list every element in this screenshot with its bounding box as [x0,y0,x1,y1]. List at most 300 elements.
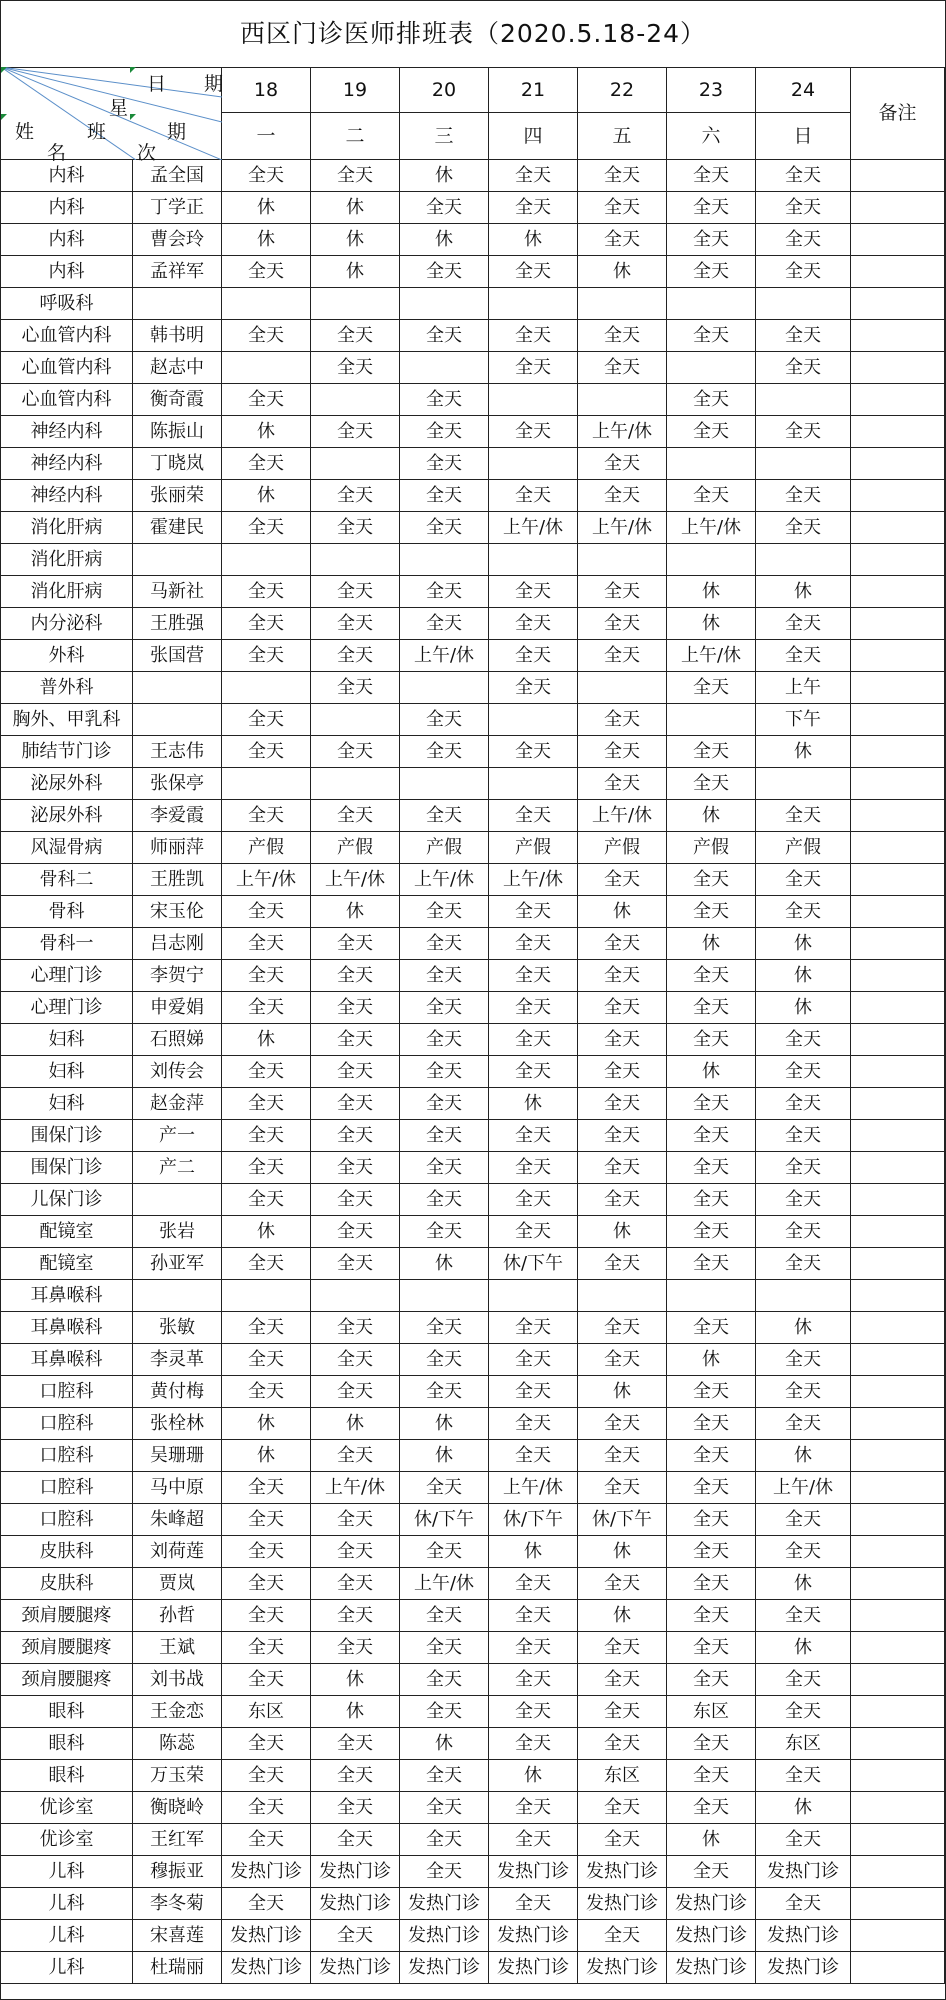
shift-cell: 全天 [667,384,756,416]
shift-cell: 全天 [400,576,489,608]
doctor-name-cell: 张保亭 [133,768,222,800]
shift-cell: 全天 [489,608,578,640]
remark-cell [851,928,945,960]
shift-cell: 发热门诊 [578,1888,667,1920]
shift-cell: 休 [489,1760,578,1792]
table-row [1,1152,945,1184]
doctor-name-cell: 申爱娟 [133,992,222,1024]
shift-cell: 全天 [400,704,489,736]
table-row [1,992,945,1024]
department-cell: 妇科 [1,1088,133,1120]
doctor-name-cell: 王斌 [133,1632,222,1664]
shift-cell: 全天 [756,1600,851,1632]
shift-cell: 全天 [578,736,667,768]
doctor-name-cell: 孟祥军 [133,256,222,288]
shift-cell: 全天 [667,1728,756,1760]
department-cell: 耳鼻喉科 [1,1344,133,1376]
remark-cell [851,384,945,416]
shift-cell: 全天 [489,640,578,672]
department-cell: 胸外、甲乳科 [1,704,133,736]
shift-cell: 全天 [667,1856,756,1888]
shift-cell: 休 [400,160,489,192]
table-row [1,1920,945,1952]
table-row [1,928,945,960]
shift-cell: 发热门诊 [667,1920,756,1952]
shift-cell: 全天 [578,1056,667,1088]
doctor-name-cell: 陈振山 [133,416,222,448]
shift-cell: 全天 [222,1632,311,1664]
shift-cell: 全天 [578,576,667,608]
shift-cell: 全天 [667,1472,756,1504]
shift-cell: 休 [489,1088,578,1120]
shift-cell: 全天 [400,1056,489,1088]
shift-cell: 全天 [756,1760,851,1792]
shift-cell: 全天 [311,1824,400,1856]
shift-cell: 全天 [756,896,851,928]
shift-cell: 上午/休 [400,864,489,896]
shift-cell: 休 [578,1216,667,1248]
table-row [1,800,945,832]
shift-cell: 全天 [578,608,667,640]
remark-cell [851,1664,945,1696]
shift-cell [400,352,489,384]
shift-cell: 全天 [667,864,756,896]
shift-cell [756,768,851,800]
shift-cell: 全天 [667,1024,756,1056]
shift-cell: 全天 [667,672,756,704]
shift-cell: 休 [756,736,851,768]
doctor-name-cell: 吴珊珊 [133,1440,222,1472]
shift-cell: 全天 [489,256,578,288]
shift-cell: 全天 [222,1376,311,1408]
department-cell: 口腔科 [1,1408,133,1440]
doctor-name-cell: 张岩 [133,1216,222,1248]
table-row [1,224,945,256]
shift-cell: 上午/休 [667,512,756,544]
shift-cell: 全天 [667,1376,756,1408]
doctor-name-cell: 石照娣 [133,1024,222,1056]
table-row [1,1440,945,1472]
table-row [1,544,945,576]
remark-cell [851,1632,945,1664]
table-row [1,480,945,512]
shift-cell: 全天 [222,800,311,832]
table-row [1,672,945,704]
shift-cell: 全天 [222,896,311,928]
shift-cell: 全天 [400,1472,489,1504]
shift-cell: 全天 [578,448,667,480]
shift-cell [489,384,578,416]
shift-cell: 休 [667,1344,756,1376]
doctor-name-cell: 产二 [133,1152,222,1184]
date-header-cell: 24 [756,67,851,113]
shift-cell: 休 [311,1408,400,1440]
doctor-name-cell: 孟全国 [133,160,222,192]
department-cell: 呼吸科 [1,288,133,320]
shift-cell: 全天 [400,1824,489,1856]
remark-cell [851,1216,945,1248]
department-cell: 骨科一 [1,928,133,960]
corner-shift-top-label: 班 [87,121,107,143]
remark-cell [851,1248,945,1280]
doctor-name-cell: 贾岚 [133,1568,222,1600]
table-row [1,512,945,544]
shift-cell: 全天 [756,480,851,512]
department-cell: 骨科 [1,896,133,928]
doctor-name-cell: 宋喜莲 [133,1920,222,1952]
table-row [1,1344,945,1376]
department-cell: 内分泌科 [1,608,133,640]
department-cell: 心血管内科 [1,320,133,352]
table-row [1,1504,945,1536]
remark-cell [851,256,945,288]
shift-cell [400,672,489,704]
shift-cell: 全天 [311,928,400,960]
shift-cell: 全天 [667,1536,756,1568]
shift-cell: 上午 [756,672,851,704]
remark-cell [851,320,945,352]
shift-cell [578,288,667,320]
table-row [1,1184,945,1216]
shift-cell: 发热门诊 [311,1856,400,1888]
doctor-name-cell: 刘传会 [133,1056,222,1088]
shift-cell [400,1280,489,1312]
shift-cell: 全天 [667,736,756,768]
doctor-name-cell: 韩书明 [133,320,222,352]
table-row [1,1696,945,1728]
shift-cell [222,544,311,576]
department-cell: 内科 [1,192,133,224]
shift-cell: 全天 [222,704,311,736]
corner-shift-bottom-label: 次 [137,142,157,164]
shift-cell: 东区 [756,1728,851,1760]
shift-cell: 休 [489,224,578,256]
remark-cell [851,864,945,896]
remark-header-label: 备注 [878,102,917,124]
doctor-name-cell: 曹会玲 [133,224,222,256]
remark-cell [851,1440,945,1472]
table-row [1,1856,945,1888]
remark-cell [851,1824,945,1856]
doctor-name-cell: 丁学正 [133,192,222,224]
department-cell: 口腔科 [1,1440,133,1472]
department-cell: 儿科 [1,1888,133,1920]
shift-cell: 全天 [578,928,667,960]
weekday-header-cell: 五 [578,113,667,160]
shift-cell: 全天 [667,1216,756,1248]
shift-cell: 发热门诊 [400,1952,489,1984]
shift-cell: 发热门诊 [667,1952,756,1984]
shift-cell: 休 [667,576,756,608]
shift-cell: 全天 [400,480,489,512]
table-row [1,832,945,864]
shift-cell: 全天 [578,1440,667,1472]
shift-cell [667,448,756,480]
shift-cell: 休/下午 [489,1248,578,1280]
shift-cell: 全天 [222,608,311,640]
department-cell: 优诊室 [1,1792,133,1824]
shift-cell: 上午/休 [489,864,578,896]
comment-marker-icon [130,114,136,120]
shift-cell [400,288,489,320]
shift-cell: 全天 [756,192,851,224]
shift-cell: 东区 [578,1760,667,1792]
shift-cell: 休 [311,192,400,224]
page-title: 西区门诊医师排班表（2020.5.18-24） [1,1,945,68]
shift-cell: 东区 [667,1696,756,1728]
shift-cell: 全天 [756,320,851,352]
corner-weekday-label: 期 [167,121,187,143]
doctor-name-cell: 李爱霞 [133,800,222,832]
shift-cell: 全天 [400,384,489,416]
shift-cell: 全天 [667,192,756,224]
department-cell: 皮肤科 [1,1568,133,1600]
shift-cell: 全天 [400,928,489,960]
shift-cell: 全天 [400,512,489,544]
shift-cell: 全天 [756,1664,851,1696]
department-cell: 消化肝病 [1,576,133,608]
department-cell: 神经内科 [1,448,133,480]
shift-cell: 全天 [578,352,667,384]
shift-cell: 全天 [400,1760,489,1792]
shift-cell: 全天 [400,1120,489,1152]
shift-cell: 全天 [222,576,311,608]
shift-cell: 全天 [222,992,311,1024]
remark-cell [851,1792,945,1824]
doctor-name-cell [133,1280,222,1312]
doctor-name-cell: 朱峰超 [133,1504,222,1536]
table-row [1,256,945,288]
doctor-name-cell [133,704,222,736]
shift-cell: 全天 [400,1312,489,1344]
shift-cell: 全天 [756,512,851,544]
shift-cell: 发热门诊 [667,1888,756,1920]
remark-cell [851,992,945,1024]
doctor-name-cell: 王红军 [133,1824,222,1856]
shift-cell: 全天 [578,1248,667,1280]
shift-cell: 全天 [311,1312,400,1344]
shift-cell: 全天 [578,1344,667,1376]
remark-cell [851,1888,945,1920]
shift-cell: 上午/休 [222,864,311,896]
doctor-name-cell: 马中原 [133,1472,222,1504]
shift-cell: 全天 [667,1248,756,1280]
shift-cell: 全天 [489,800,578,832]
shift-cell: 全天 [756,416,851,448]
doctor-name-cell: 张敏 [133,1312,222,1344]
shift-cell: 全天 [667,896,756,928]
shift-cell: 全天 [667,1792,756,1824]
department-cell: 围保门诊 [1,1120,133,1152]
shift-cell [667,288,756,320]
shift-cell: 全天 [222,1536,311,1568]
shift-cell: 休 [578,1600,667,1632]
shift-cell: 全天 [400,1024,489,1056]
shift-cell: 全天 [489,1312,578,1344]
table-row [1,640,945,672]
department-cell: 眼科 [1,1728,133,1760]
table-row [1,1056,945,1088]
table-row [1,1792,945,1824]
shift-cell: 产假 [400,832,489,864]
table-row [1,608,945,640]
shift-cell: 发热门诊 [222,1856,311,1888]
doctor-name-cell: 李贺宁 [133,960,222,992]
shift-cell [400,768,489,800]
shift-cell: 全天 [400,992,489,1024]
table-row [1,1952,945,1984]
shift-cell: 全天 [311,320,400,352]
shift-cell: 全天 [489,1792,578,1824]
table-row [1,352,945,384]
shift-cell: 上午/休 [311,1472,400,1504]
shift-cell: 休 [756,1312,851,1344]
weekday-header-cell: 四 [489,113,578,160]
shift-cell: 全天 [489,1024,578,1056]
remark-cell [851,1728,945,1760]
corner-name-bottom-label: 名 [47,142,67,164]
remark-cell [851,640,945,672]
shift-cell: 全天 [578,1792,667,1824]
shift-cell: 全天 [311,1216,400,1248]
shift-cell: 发热门诊 [756,1920,851,1952]
shift-cell: 全天 [311,800,400,832]
shift-cell: 全天 [222,1664,311,1696]
shift-cell: 全天 [222,1760,311,1792]
shift-cell: 休 [222,1408,311,1440]
shift-cell: 上午/休 [578,800,667,832]
shift-cell: 全天 [400,1600,489,1632]
shift-cell: 休 [756,1568,851,1600]
shift-cell: 全天 [311,1248,400,1280]
shift-cell: 全天 [667,224,756,256]
shift-cell: 发热门诊 [400,1920,489,1952]
shift-cell: 东区 [222,1696,311,1728]
shift-cell [667,704,756,736]
doctor-name-cell: 丁晓岚 [133,448,222,480]
shift-cell: 全天 [400,736,489,768]
shift-cell: 全天 [489,1184,578,1216]
shift-cell: 全天 [222,1472,311,1504]
date-header-cell: 18 [222,67,311,113]
doctor-name-cell: 孙亚军 [133,1248,222,1280]
doctor-name-cell: 霍建民 [133,512,222,544]
department-cell: 心血管内科 [1,384,133,416]
weekday-header-cell: 日 [756,113,851,160]
shift-cell: 全天 [489,1600,578,1632]
shift-cell: 产假 [222,832,311,864]
department-cell: 儿保门诊 [1,1184,133,1216]
shift-cell: 上午/休 [489,1472,578,1504]
shift-cell: 发热门诊 [578,1952,667,1984]
shift-cell: 全天 [578,1408,667,1440]
shift-cell: 全天 [578,1088,667,1120]
table-row [1,1312,945,1344]
shift-cell: 休 [756,992,851,1024]
shift-cell: 全天 [667,1120,756,1152]
shift-cell: 全天 [311,1120,400,1152]
shift-cell: 全天 [578,1152,667,1184]
table-row [1,736,945,768]
shift-cell: 全天 [578,1024,667,1056]
shift-cell: 全天 [400,1792,489,1824]
table-row [1,896,945,928]
remark-cell [851,608,945,640]
shift-cell: 发热门诊 [489,1952,578,1984]
shift-cell: 全天 [578,1184,667,1216]
table-header [1,67,945,164]
department-cell: 儿科 [1,1952,133,1984]
remark-cell [851,704,945,736]
shift-cell: 上午/休 [578,416,667,448]
shift-cell: 全天 [400,448,489,480]
remark-cell [851,960,945,992]
doctor-name-cell: 万玉荣 [133,1760,222,1792]
remark-cell [851,896,945,928]
shift-cell: 全天 [311,1024,400,1056]
shift-cell: 全天 [667,1504,756,1536]
shift-cell: 全天 [400,192,489,224]
shift-cell: 全天 [311,1184,400,1216]
doctor-name-cell: 师丽萍 [133,832,222,864]
doctor-name-cell: 衡晓岭 [133,1792,222,1824]
shift-cell: 全天 [756,1824,851,1856]
doctor-name-cell: 刘书战 [133,1664,222,1696]
department-cell: 外科 [1,640,133,672]
shift-cell: 全天 [222,960,311,992]
shift-cell: 上午/休 [489,512,578,544]
shift-cell: 全天 [489,1888,578,1920]
shift-cell: 休/下午 [489,1504,578,1536]
shift-cell: 全天 [489,1056,578,1088]
remark-cell [851,768,945,800]
department-cell: 内科 [1,224,133,256]
doctor-name-cell: 孙哲 [133,1600,222,1632]
department-cell: 心理门诊 [1,960,133,992]
department-cell: 眼科 [1,1696,133,1728]
shift-cell: 全天 [311,608,400,640]
shift-cell: 发热门诊 [400,1888,489,1920]
remark-cell [851,1056,945,1088]
department-cell: 口腔科 [1,1504,133,1536]
shift-cell: 全天 [222,1184,311,1216]
shift-cell: 全天 [222,1824,311,1856]
shift-cell: 全天 [578,864,667,896]
doctor-name-cell: 陈蕊 [133,1728,222,1760]
shift-cell: 全天 [489,992,578,1024]
corner-name-top-label: 姓 [15,121,35,143]
remark-cell [851,800,945,832]
shift-cell: 上午/休 [400,1568,489,1600]
shift-cell: 全天 [756,1088,851,1120]
remark-cell [851,416,945,448]
shift-cell: 全天 [222,640,311,672]
shift-cell [222,352,311,384]
shift-cell: 休 [400,224,489,256]
shift-cell: 全天 [667,1760,756,1792]
shift-cell: 全天 [311,1440,400,1472]
remark-cell [851,1920,945,1952]
shift-cell [311,384,400,416]
shift-cell: 全天 [489,480,578,512]
table-row [1,864,945,896]
shift-cell: 休 [489,1536,578,1568]
shift-cell: 发热门诊 [222,1952,311,1984]
shift-cell: 全天 [311,1728,400,1760]
shift-cell: 全天 [667,416,756,448]
department-cell: 消化肝病 [1,544,133,576]
shift-cell: 全天 [489,1344,578,1376]
